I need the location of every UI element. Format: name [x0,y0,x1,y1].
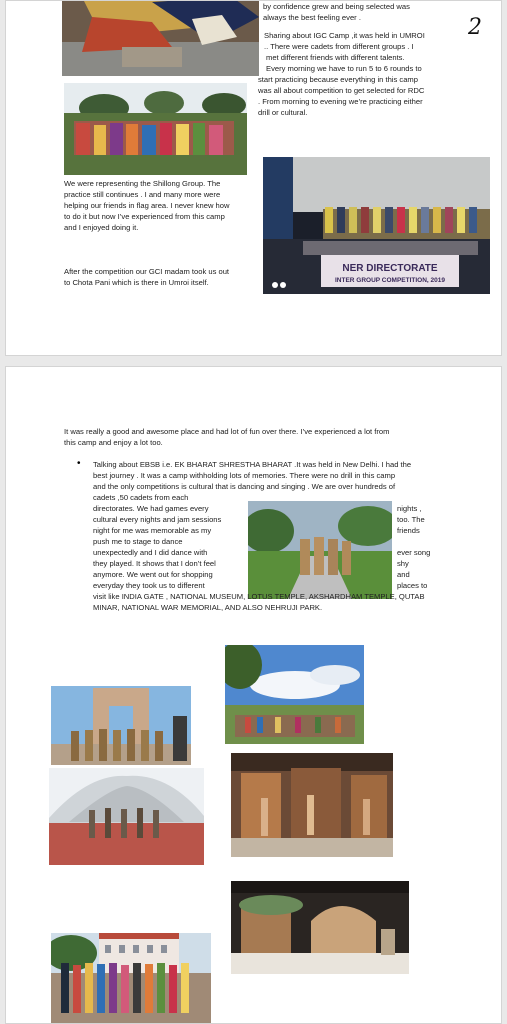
photo-cultural-performance [62,0,259,76]
text-line: We were representing the Shillong Group. The [64,179,221,188]
text-line: . From morning to evening we’re practicing either [258,97,423,106]
text-line: met different friends with different talents. [266,53,405,62]
text-line: start practicing because everything in this camp [258,75,418,84]
text-line: unexpectedly and I did dance with [93,548,208,557]
text-top-lines [263,1,410,23]
document-page-2 [5,0,502,356]
photo-group-building [51,933,211,1024]
text-line: this camp and enjoy a lot too. [64,438,163,447]
text-line: push me to stage to dance [93,537,183,546]
text-ebsb-paragraph-top [93,459,411,503]
text-line: to Chota Pani which is there in Umroi itself. [64,278,209,287]
text-ebsb-paragraph-tail [93,591,425,613]
document-page-3 [5,366,502,1024]
text-line: Sharing about IGC Camp ,it was held in UMROI [264,31,425,40]
text-line: and the only competitions is cultural that is dancing and singing . We are over hundreds of [93,482,396,491]
text-line: was all about competition to get selected for RDC [258,86,425,95]
text-line: .. There were cadets from different groups . I [264,42,414,51]
text-line: directorates. We had games every [93,504,209,513]
text-ebsb-paragraph-left [93,503,221,591]
text-line: cadets ,50 cadets from each [93,493,189,502]
text-chota-pani-paragraph [64,266,229,288]
text-line: helping our friends in flag area. I never knew how [64,201,230,210]
page-number: 2 [468,15,482,40]
text-line: places to [397,581,428,590]
text-line: everyday they took us to different [93,581,205,590]
text-intro-paragraph [64,426,389,448]
text-line: Every morning we have to run 5 to 6 rounds to [266,64,422,73]
text-line: and [397,570,410,579]
text-line: too. The [397,515,425,524]
photo-india-gate-cadets [51,686,191,765]
text-line: to do it but now I’ve experienced from this camp [64,212,225,221]
text-line: shy [397,559,409,568]
text-line: and I enjoyed doing it. [64,223,139,232]
photo-museum-dome-exhibit [231,881,409,974]
text-shillong-paragraph [64,178,229,233]
bullet-icon: • [77,458,81,469]
text-line: friends [397,526,420,535]
photo-museum-exhibit [231,753,393,857]
text-line: night for me was memorable as my [93,526,212,535]
photo-group-cadets-outdoor [64,83,247,175]
banner-subtitle: INTER GROUP COMPETITION, 2019 [334,277,446,284]
text-line: nights , [397,504,422,513]
photo-war-memorial-cadets [248,501,392,599]
text-line: MINAR, NATIONAL WAR MEMORIAL, AND ALSO NEHRUJI PARK. [93,603,323,612]
text-line: anymore. We went out for shopping [93,570,213,579]
text-umroi-paragraph [258,30,425,118]
photo-ner-directorate-stage [263,157,490,294]
text-line [397,536,430,547]
text-line: always the best feeling ever . [263,13,361,22]
text-line: practice still continues . I and many more were [64,190,221,199]
banner-title: NER DIRECTORATE [342,263,438,274]
photo-lotus-temple-group [49,768,204,865]
text-line: After the competition our GCI madam took us out [64,267,230,276]
text-line: Talking about EBSB i.e. EK BHARAT SHRESTHA BHARAT .It was held in New Delhi. I had the [93,460,412,469]
text-ebsb-paragraph-right [397,503,430,591]
text-line: cultural every nights and jam sessions [93,515,222,524]
text-line: drill or cultural. [258,108,308,117]
text-line: It was really a good and awesome place and had lot of fun over there. I’ve experienced a lot from [64,427,390,436]
text-line: best journey . It was a camp withholding lots of memories. There were no drill in this camp [93,471,396,480]
text-line: ever song [397,548,431,557]
text-line: they played. It shows that I don’t feel [93,559,216,568]
photo-park-gathering [225,645,364,744]
text-line: by confidence grew and being selected was [263,2,410,11]
text-line: visit like INDIA GATE , NATIONAL MUSEUM, LOTUS TEMPLE, AKSHARDHAM TEMPLE, QUTAB [93,592,425,601]
